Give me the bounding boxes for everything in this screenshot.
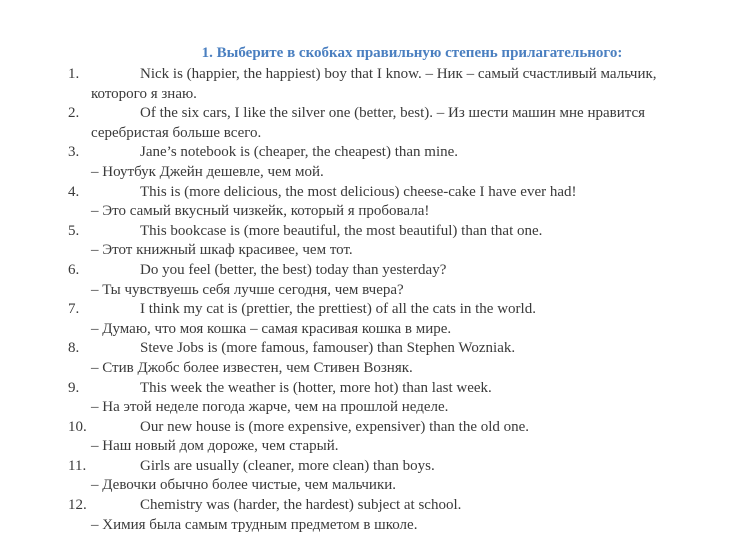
item-sentence: This is (more delicious, the most delicious) cheese-cake I have ever had! xyxy=(140,183,577,200)
item-translation: – Девочки обычно более чистые, чем мальчики. xyxy=(91,477,397,494)
list-item xyxy=(0,339,734,378)
list-item xyxy=(0,300,734,339)
list-item xyxy=(0,104,734,143)
item-sentence: This bookcase is (more beautiful, the most beautiful) than that one. xyxy=(140,222,543,239)
item-sentence: This week the weather is (hotter, more hot) than last week. xyxy=(140,379,492,396)
list-item xyxy=(0,143,734,182)
list-item xyxy=(0,65,734,104)
item-translation: – Думаю, что моя кошка – самая красивая кошка в мире. xyxy=(91,320,452,337)
list-item xyxy=(0,496,734,535)
item-translation: которого я знаю. xyxy=(91,85,197,102)
item-number: 8. xyxy=(68,340,80,357)
item-sentence: Jane’s notebook is (cheaper, the cheapest) than mine. xyxy=(140,144,459,161)
item-sentence: Of the six cars, I like the silver one (better, best). – Из шести машин мне нравится xyxy=(140,105,646,122)
list-item xyxy=(0,379,734,418)
item-sentence: Nick is (happier, the happiest) boy that I know. – Ник – самый счастливый мальчик, xyxy=(140,66,657,82)
list-item xyxy=(0,261,734,300)
item-sentence: Do you feel (better, the best) today than yesterday? xyxy=(140,261,447,278)
item-translation: – Наш новый дом дороже, чем старый. xyxy=(91,438,339,455)
exercise-title: 1. Выберите в скобках правильную степень прилагательного: xyxy=(201,45,623,61)
item-translation: – Это самый вкусный чизкейк, который я пробовала! xyxy=(91,203,430,220)
item-sentence: Girls are usually (cleaner, more clean) than boys. xyxy=(140,457,435,474)
list-item xyxy=(0,418,734,457)
item-number: 1. xyxy=(68,66,80,82)
item-translation: – Ты чувствуешь себя лучше сегодня, чем вчера? xyxy=(91,281,404,298)
exercise-list xyxy=(0,65,734,535)
item-sentence: I think my cat is (prettier, the prettiest) of all the cats in the world. xyxy=(140,301,536,318)
list-item xyxy=(0,183,734,222)
item-translation: – Этот книжный шкаф красивее, чем тот. xyxy=(91,242,353,259)
item-number: 9. xyxy=(68,379,80,396)
item-sentence: Chemistry was (harder, the hardest) subject at school. xyxy=(140,497,462,514)
item-number: 10. xyxy=(68,418,87,435)
item-number: 3. xyxy=(68,144,80,161)
item-number: 2. xyxy=(68,105,80,122)
item-translation: серебристая больше всего. xyxy=(91,124,262,141)
list-item xyxy=(0,457,734,496)
item-translation: – Стив Джобс более известен, чем Стивен Возняк. xyxy=(91,359,413,376)
item-sentence: Our new house is (more expensive, expensiver) than the old one. xyxy=(140,418,530,435)
item-number: 7. xyxy=(68,301,80,318)
item-number: 11. xyxy=(68,457,87,474)
item-number: 5. xyxy=(68,222,80,239)
item-translation: – Ноутбук Джейн дешевле, чем мой. xyxy=(91,163,324,180)
item-translation: – На этой неделе погода жарче, чем на прошлой неделе. xyxy=(91,399,449,416)
item-translation: – Химия была самым трудным предметом в школе. xyxy=(91,516,418,533)
item-number: 4. xyxy=(68,183,80,200)
item-number: 6. xyxy=(68,261,80,278)
list-item xyxy=(0,222,734,261)
item-number: 12. xyxy=(68,497,87,514)
item-sentence: Steve Jobs is (more famous, famouser) than Stephen Wozniak. xyxy=(140,340,516,357)
